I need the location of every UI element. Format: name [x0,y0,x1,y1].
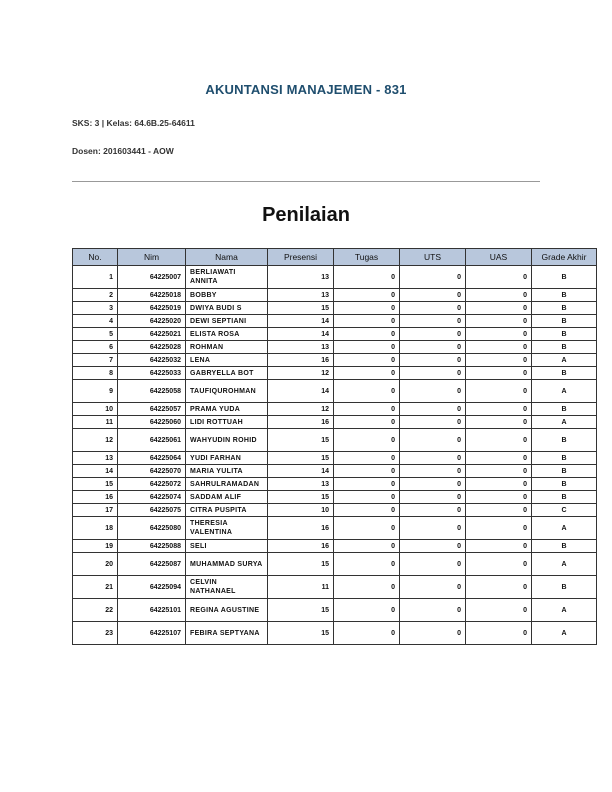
table-row [73,289,597,302]
cell-uas: 0 [466,380,532,403]
cell-no: 8 [73,367,118,380]
table-body [73,266,597,645]
cell-grade: B [532,266,597,289]
table-row [73,302,597,315]
cell-nim: 64225075 [118,504,186,517]
cell-nama: DWIYA BUDI S [186,302,268,315]
cell-no: 9 [73,380,118,403]
cell-tugas: 0 [334,491,400,504]
cell-presensi: 11 [268,576,334,599]
cell-grade: B [532,403,597,416]
table-row [73,540,597,553]
cell-tugas: 0 [334,289,400,302]
cell-uas: 0 [466,491,532,504]
cell-nama: TAUFIQUROHMAN [186,380,268,403]
cell-nama: CELVIN NATHANAEL [186,576,268,599]
table-row [73,341,597,354]
header-nim: Nim [118,249,186,266]
cell-tugas: 0 [334,328,400,341]
cell-grade: B [532,465,597,478]
cell-presensi: 13 [268,266,334,289]
cell-tugas: 0 [334,302,400,315]
cell-nama: SAHRULRAMADAN [186,478,268,491]
cell-uas: 0 [466,517,532,540]
cell-presensi: 14 [268,315,334,328]
cell-nim: 64225032 [118,354,186,367]
table-row [73,452,597,465]
cell-no: 10 [73,403,118,416]
cell-grade: B [532,328,597,341]
cell-nama: WAHYUDIN ROHID [186,429,268,452]
cell-uts: 0 [400,478,466,491]
cell-nim: 64225061 [118,429,186,452]
header-presensi: Presensi [268,249,334,266]
cell-nim: 64225020 [118,315,186,328]
cell-grade: A [532,553,597,576]
cell-nim: 64225074 [118,491,186,504]
cell-grade: B [532,540,597,553]
cell-nim: 64225021 [118,328,186,341]
cell-tugas: 0 [334,416,400,429]
cell-nama: FEBIRA SEPTYANA [186,622,268,645]
cell-no: 4 [73,315,118,328]
cell-uas: 0 [466,289,532,302]
table-row [73,380,597,403]
cell-nama: CITRA PUSPITA [186,504,268,517]
table-row [73,517,597,540]
cell-no: 23 [73,622,118,645]
table-row [73,416,597,429]
cell-nama: MARIA YULITA [186,465,268,478]
header-uts: UTS [400,249,466,266]
cell-tugas: 0 [334,341,400,354]
cell-uts: 0 [400,328,466,341]
cell-nim: 64225018 [118,289,186,302]
cell-no: 1 [73,266,118,289]
cell-grade: B [532,576,597,599]
cell-presensi: 16 [268,416,334,429]
cell-uts: 0 [400,504,466,517]
cell-no: 14 [73,465,118,478]
cell-tugas: 0 [334,403,400,416]
table-row [73,403,597,416]
cell-no: 19 [73,540,118,553]
cell-tugas: 0 [334,576,400,599]
cell-no: 18 [73,517,118,540]
cell-tugas: 0 [334,478,400,491]
cell-uas: 0 [466,504,532,517]
cell-presensi: 13 [268,478,334,491]
cell-presensi: 14 [268,465,334,478]
cell-presensi: 12 [268,367,334,380]
cell-tugas: 0 [334,367,400,380]
table-row [73,367,597,380]
cell-grade: B [532,452,597,465]
cell-uts: 0 [400,315,466,328]
header-grade: Grade Akhir [532,249,597,266]
cell-tugas: 0 [334,315,400,328]
cell-grade: A [532,622,597,645]
cell-uts: 0 [400,429,466,452]
cell-presensi: 15 [268,622,334,645]
cell-uts: 0 [400,553,466,576]
cell-tugas: 0 [334,540,400,553]
cell-presensi: 15 [268,302,334,315]
cell-nim: 64225080 [118,517,186,540]
cell-no: 13 [73,452,118,465]
cell-nim: 64225028 [118,341,186,354]
cell-no: 22 [73,599,118,622]
cell-nim: 64225060 [118,416,186,429]
cell-grade: A [532,380,597,403]
cell-presensi: 15 [268,599,334,622]
cell-presensi: 13 [268,289,334,302]
table-row [73,429,597,452]
cell-nama: BERLIAWATI ANNITA [186,266,268,289]
cell-nim: 64225088 [118,540,186,553]
section-title: Penilaian [262,204,350,226]
cell-no: 21 [73,576,118,599]
cell-uas: 0 [466,403,532,416]
cell-uts: 0 [400,416,466,429]
cell-grade: A [532,416,597,429]
table-header-row [73,249,597,266]
cell-uts: 0 [400,517,466,540]
cell-uts: 0 [400,380,466,403]
cell-grade: B [532,367,597,380]
cell-nama: REGINA AGUSTINE [186,599,268,622]
cell-nama: ELISTA ROSA [186,328,268,341]
cell-uts: 0 [400,622,466,645]
cell-uts: 0 [400,403,466,416]
cell-no: 12 [73,429,118,452]
cell-nim: 64225101 [118,599,186,622]
table-row [73,599,597,622]
cell-uas: 0 [466,465,532,478]
cell-uas: 0 [466,367,532,380]
cell-grade: A [532,517,597,540]
cell-uas: 0 [466,540,532,553]
table-row [73,266,597,289]
cell-presensi: 15 [268,553,334,576]
header-nama: Nama [186,249,268,266]
cell-presensi: 15 [268,452,334,465]
cell-uts: 0 [400,302,466,315]
cell-tugas: 0 [334,266,400,289]
cell-presensi: 10 [268,504,334,517]
cell-nama: PRAMA YUDA [186,403,268,416]
cell-nim: 64225033 [118,367,186,380]
header-tugas: Tugas [334,249,400,266]
cell-nim: 64225072 [118,478,186,491]
cell-uts: 0 [400,354,466,367]
cell-grade: A [532,354,597,367]
cell-no: 11 [73,416,118,429]
cell-uts: 0 [400,599,466,622]
table-row [73,328,597,341]
cell-uts: 0 [400,540,466,553]
cell-uas: 0 [466,315,532,328]
cell-nama: THERESIA VALENTINA [186,517,268,540]
cell-grade: B [532,315,597,328]
cell-nim: 64225007 [118,266,186,289]
cell-grade: B [532,302,597,315]
cell-tugas: 0 [334,622,400,645]
cell-presensi: 15 [268,429,334,452]
cell-nim: 64225058 [118,380,186,403]
cell-no: 20 [73,553,118,576]
cell-uts: 0 [400,289,466,302]
table-row [73,504,597,517]
cell-nim: 64225064 [118,452,186,465]
cell-uas: 0 [466,341,532,354]
cell-nama: YUDI FARHAN [186,452,268,465]
cell-nama: SELI [186,540,268,553]
cell-nim: 64225070 [118,465,186,478]
cell-nim: 64225057 [118,403,186,416]
header-uas: UAS [466,249,532,266]
cell-uas: 0 [466,622,532,645]
grades-table [72,248,597,645]
cell-tugas: 0 [334,354,400,367]
cell-no: 6 [73,341,118,354]
cell-tugas: 0 [334,599,400,622]
cell-tugas: 0 [334,380,400,403]
cell-uas: 0 [466,354,532,367]
table-row [73,354,597,367]
cell-grade: A [532,599,597,622]
table-row [73,465,597,478]
cell-nama: ROHMAN [186,341,268,354]
cell-uts: 0 [400,266,466,289]
cell-uts: 0 [400,367,466,380]
cell-nama: SADDAM ALIF [186,491,268,504]
cell-presensi: 15 [268,491,334,504]
cell-grade: B [532,429,597,452]
cell-presensi: 13 [268,341,334,354]
cell-no: 2 [73,289,118,302]
cell-tugas: 0 [334,504,400,517]
cell-no: 16 [73,491,118,504]
divider [72,181,540,182]
cell-uas: 0 [466,478,532,491]
cell-uas: 0 [466,416,532,429]
cell-nama: DEWI SEPTIANI [186,315,268,328]
table-row [73,576,597,599]
cell-nim: 64225087 [118,553,186,576]
table-row [73,491,597,504]
cell-nama: MUHAMMAD SURYA [186,553,268,576]
cell-tugas: 0 [334,465,400,478]
cell-uas: 0 [466,328,532,341]
cell-presensi: 14 [268,380,334,403]
cell-nama: LENA [186,354,268,367]
cell-nama: GABRYELLA BOT [186,367,268,380]
cell-uts: 0 [400,491,466,504]
cell-no: 17 [73,504,118,517]
cell-grade: C [532,504,597,517]
cell-uas: 0 [466,576,532,599]
cell-uas: 0 [466,599,532,622]
cell-uas: 0 [466,553,532,576]
header-no: No. [73,249,118,266]
cell-tugas: 0 [334,452,400,465]
cell-grade: B [532,341,597,354]
cell-nama: BOBBY [186,289,268,302]
cell-uas: 0 [466,266,532,289]
cell-nama: LIDI ROTTUAH [186,416,268,429]
cell-presensi: 14 [268,328,334,341]
cell-presensi: 16 [268,354,334,367]
cell-uts: 0 [400,465,466,478]
cell-nim: 64225019 [118,302,186,315]
lecturer-info: Dosen: 201603441 - AOW [72,146,174,156]
table-row [73,315,597,328]
cell-uts: 0 [400,576,466,599]
cell-grade: B [532,491,597,504]
cell-grade: B [532,289,597,302]
cell-tugas: 0 [334,553,400,576]
cell-uts: 0 [400,452,466,465]
cell-presensi: 12 [268,403,334,416]
cell-tugas: 0 [334,429,400,452]
cell-grade: B [532,478,597,491]
cell-uas: 0 [466,302,532,315]
cell-no: 5 [73,328,118,341]
table-row [73,622,597,645]
course-title: AKUNTANSI MANAJEMEN - 831 [205,82,407,97]
cell-no: 15 [73,478,118,491]
cell-uts: 0 [400,341,466,354]
table-row [73,478,597,491]
cell-presensi: 16 [268,540,334,553]
cell-nim: 64225107 [118,622,186,645]
cell-tugas: 0 [334,517,400,540]
cell-no: 3 [73,302,118,315]
cell-presensi: 16 [268,517,334,540]
table-row [73,553,597,576]
cell-no: 7 [73,354,118,367]
cell-nim: 64225094 [118,576,186,599]
cell-uas: 0 [466,429,532,452]
cell-uas: 0 [466,452,532,465]
class-info: SKS: 3 | Kelas: 64.6B.25-64611 [72,118,195,128]
